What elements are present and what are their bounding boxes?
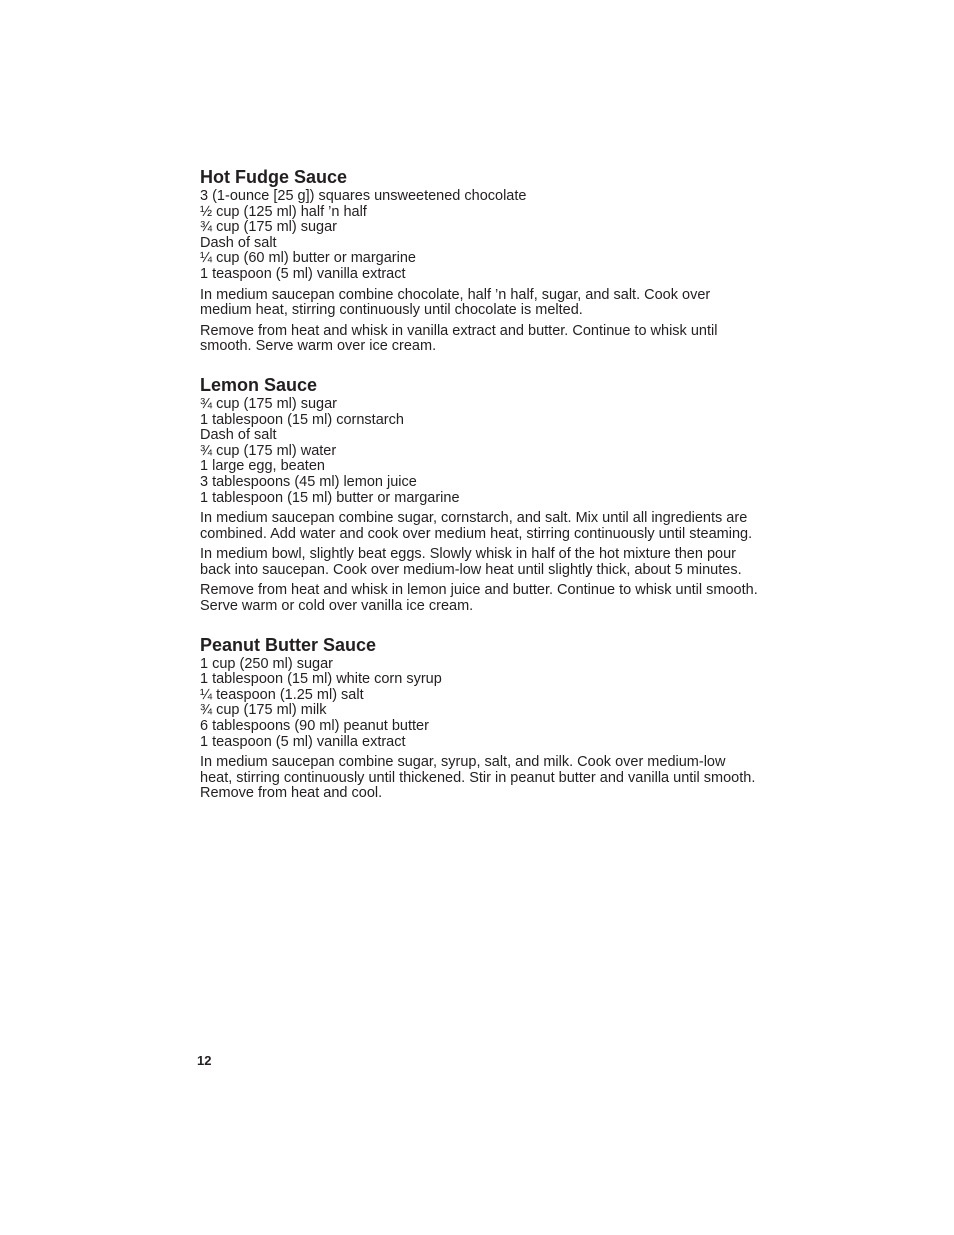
instructions [200,288,760,355]
recipe-peanut-butter-sauce [200,634,760,802]
ingredient-item: 1 tablespoon (15 ml) white corn syrup [200,671,442,688]
ingredient-item: ¾ cup (175 ml) sugar [200,395,338,412]
ingredient-item: 3 tablespoons (45 ml) lemon juice [200,473,417,490]
recipe-title: Hot Fudge Sauce [200,167,348,187]
instructions [200,511,760,615]
instruction-step: In medium saucepan combine sugar, syrup, salt, and milk. Cook over medium-low heat, stirring continuously until thickened. Stir in peanut butter and vanilla until smooth. Remove from heat and cool. [200,754,756,802]
ingredient-item: 1 tablespoon (15 ml) butter or margarine [200,489,460,506]
recipe-hot-fudge-sauce [200,166,760,355]
ingredient-item: 1 teaspoon (5 ml) vanilla extract [200,265,406,282]
instructions [200,755,760,802]
ingredient-item: ¾ cup (175 ml) sugar [200,219,338,236]
ingredient-item: 3 (1-ounce [25 g]) squares unsweetened chocolate [200,188,527,204]
recipe-lemon-sauce [200,374,760,615]
ingredient-item: ¼ cup (60 ml) butter or margarine [200,250,416,267]
ingredient-item: ¼ teaspoon (1.25 ml) salt [200,686,364,703]
ingredient-list [200,189,760,283]
instruction-step: In medium saucepan combine chocolate, half ’n half, sugar, and salt. Cook over medium heat, stirring continuously until chocolate is melted. [200,286,711,319]
ingredient-list [200,397,760,506]
instruction-step: Remove from heat and whisk in lemon juice and butter. Continue to whisk until smooth. Serve warm or cold over vanilla ice cream. [200,582,758,615]
instruction-step: In medium bowl, slightly beat eggs. Slowly whisk in half of the hot mixture then pour back into saucepan. Cook over medium-low heat until slightly thick, about 5 minutes. [200,546,742,578]
instruction-step: Remove from heat and whisk in vanilla extract and butter. Continue to whisk until smooth. Serve warm over ice cream. [200,322,718,355]
recipe-page-content [200,166,760,821]
ingredient-item: 1 cup (250 ml) sugar [200,655,333,672]
instruction-step: In medium saucepan combine sugar, cornstarch, and salt. Mix until all ingredients are combined. Add water and cook over medium heat, stirring continuously until steaming. [200,510,753,542]
ingredient-item: Dash of salt [200,234,277,251]
ingredient-item: 6 tablespoons (90 ml) peanut butter [200,718,429,735]
recipe-title: Peanut Butter Sauce [200,634,377,655]
ingredient-item: 1 large egg, beaten [200,458,325,475]
ingredient-item: ¾ cup (175 ml) water [200,442,337,459]
ingredient-item: ½ cup (125 ml) half ’n half [200,203,367,220]
recipe-title: Lemon Sauce [200,374,318,395]
ingredient-item: Dash of salt [200,427,277,444]
ingredient-item: 1 teaspoon (5 ml) vanilla extract [200,733,406,750]
ingredient-item: ¾ cup (175 ml) milk [200,702,327,719]
ingredient-list [200,657,760,751]
ingredient-item: 1 tablespoon (15 ml) cornstarch [200,411,404,428]
page-number: 12 [197,1053,212,1068]
